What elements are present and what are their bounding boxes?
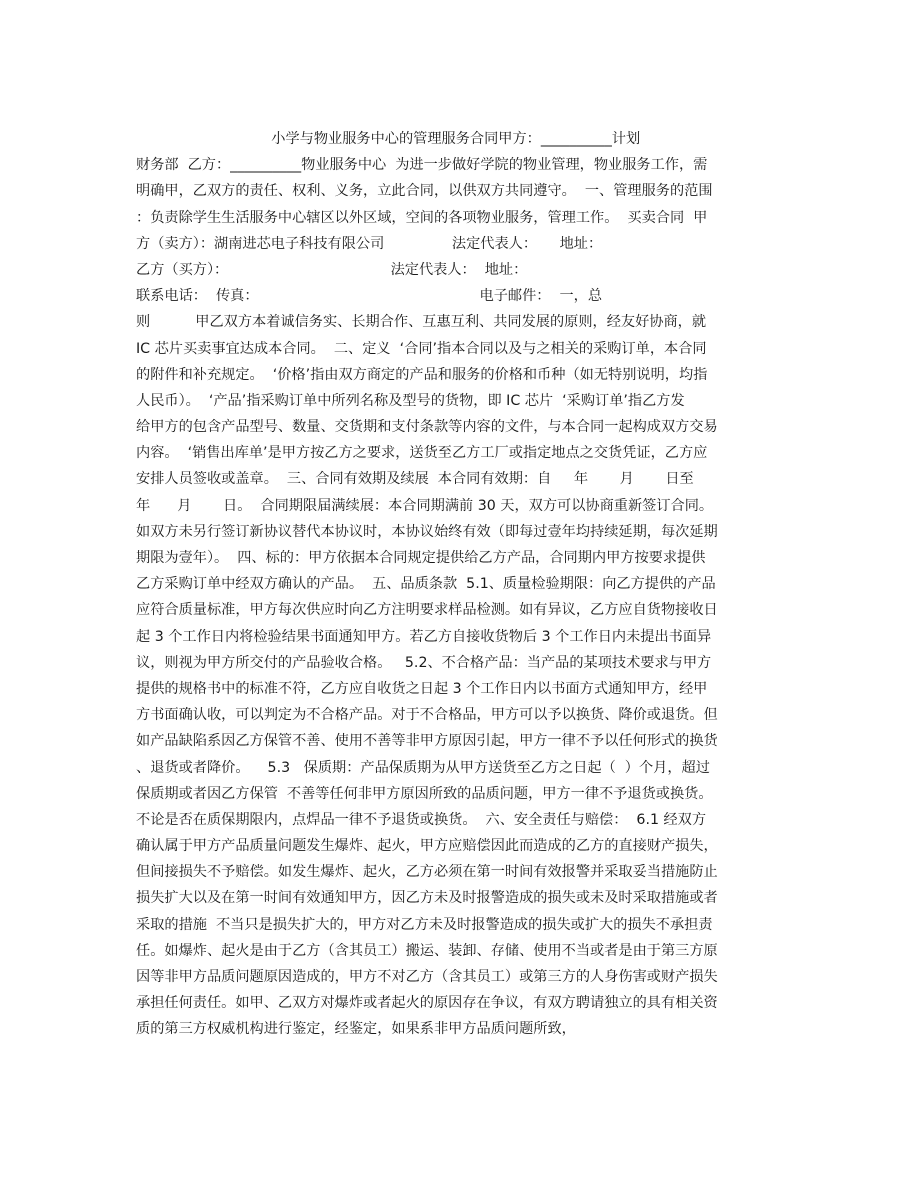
text-line: 不论是否在质保期限内，点焊品一律不予退货或换货。 六、安全责任与赔偿： 6.1 经双方 [136, 811, 707, 828]
text-line: 确认属于甲方产品质量问题发生爆炸、起火，甲方应赔偿因此而造成的乙方的直接财产损失， [136, 838, 718, 855]
text-line: 乙方采购订单中经双方确认的产品。 五、品质条款 5.1、质量检验期限：向乙方提供的产品 [136, 576, 716, 593]
text-line: IC 芯片买卖事宜达成本合同。 二、定义 ‘合同’指本合同以及与之相关的采购订单，本合同 [136, 340, 707, 357]
text-line: 质的第三方权威机构进行鉴定，经鉴定，如果系非甲方品质问题所致， [136, 1021, 576, 1038]
text-line: 方（卖方）：湖南进芯电子科技有限公司 法定代表人： 地址： [136, 235, 603, 252]
text-line: 议，则视为甲方所交付的产品验收合格。 5.2、不合格产品：当产品的某项技术要求与甲方 [136, 654, 712, 671]
text-line: 任。如爆炸、起火是由于乙方（含其员工）搬运、装卸、存储、使用不当或者是由于第三方原 [136, 942, 718, 959]
text-line: 期限为壹年）。 四、标的：甲方依据本合同规定提供给乙方产品，合同期内甲方按要求提供 [136, 550, 706, 566]
text-line: 财务部 乙方：__________物业服务中心 为进一步做好学院的物业管理，物业服务工作，需 [136, 157, 708, 174]
text-line: 保质期或者因乙方保管 不善等任何非甲方原因所致的品质问题，甲方一律不予退货或换货。 [136, 785, 713, 802]
text-line: 提供的规格书中的标准不符，乙方应自收货之日起 3 个工作日内以书面方式通知甲方，经甲 [136, 680, 708, 697]
text-line: 起 3 个工作日内将检验结果书面通知甲方。若乙方自接收货物后 3 个工作日内未提出书面异 [136, 628, 712, 645]
document-body [136, 126, 784, 1043]
text-line: 、退货或者降价。 5.3 保质期：产品保质期为从甲方送货至乙方之日起（ ）个月，超过 [136, 759, 710, 776]
text-line: 的附件和补充规定。 ‘价格’指由双方商定的产品和服务的价格和币种（如无特别说明，均指 [136, 366, 708, 383]
text-line: 人民币）。 ‘产品’指采购订单中所列名称及型号的货物，即 IC 芯片 ‘采购订单’指乙方发 [136, 392, 685, 409]
text-line: 如产品缺陷系因乙方保管不善、使用不善等非甲方原因引起，甲方一律不予以任何形式的换货 [136, 733, 718, 750]
text-line: 年 月 日。 合同期限届满续展：本合同期满前 30 天，双方可以协商重新签订合同。 [136, 497, 714, 514]
text-line: 应符合质量标准，甲方每次供应时向乙方注明要求样品检测。如有异议，乙方应自货物接收日 [136, 602, 718, 619]
text-line: 采取的措施 不当只是损失扩大的，甲方对乙方未及时报警造成的损失或扩大的损失不承担责 [136, 916, 713, 933]
text-line: 承担任何责任。如甲、乙双方对爆炸或者起火的原因存在争议，有双方聘请独立的具有相关资 [136, 995, 718, 1012]
text-line: 乙方（买方）： 法定代表人： 地址： [136, 261, 528, 278]
text-line: 联系电话： 传真： 电子邮件： 一，总 [136, 288, 603, 305]
text-line: 小学与物业服务中心的管理服务合同甲方：__________计划 [136, 131, 641, 147]
text-line: 则 甲乙双方本着诚信务实、长期合作、互惠互利、共同发展的原则，经友好协商，就 [136, 314, 707, 331]
text-line: 内容。 ‘销售出库单’是甲方按乙方之要求，送货至乙方工厂或指定地点之交货凭证，乙方应 [136, 445, 708, 462]
text-line: 安排人员签收或盖章。 三、合同有效期及续展 本合同有效期：自 年 月 日至 [136, 471, 694, 488]
text-line: ：负责除学生生活服务中心辖区以外区域，空间的各项物业服务，管理工作。 买卖合同 甲 [136, 209, 708, 226]
text-line: 但间接损失不予赔偿。如发生爆炸、起火，乙方必须在第一时间有效报警并采取妥当措施防止 [136, 864, 718, 881]
text-line: 损失扩大以及在第一时间有效通知甲方，因乙方未及时报警造成的损失或未及时采取措施或者 [136, 890, 718, 907]
text-line: 明确甲，乙双方的责任、权利、义务，立此合同，以供双方共同遵守。 一、管理服务的范围 [136, 183, 713, 200]
text-line: 给甲方的包含产品型号、数量、交货期和支付条款等内容的文件，与本合同一起构成双方交易 [136, 419, 718, 436]
text-line: 因等非甲方品质问题原因造成的，甲方不对乙方（含其员工）或第三方的人身伤害或财产损失 [136, 969, 718, 985]
text-line: 如双方未另行签订新协议替代本协议时，本协议始终有效（即每过壹年均持续延期，每次延期 [136, 523, 718, 540]
text-line: 方书面确认收，可以判定为不合格产品。对于不合格品，甲方可以予以换货、降价或退货。但 [136, 707, 718, 724]
